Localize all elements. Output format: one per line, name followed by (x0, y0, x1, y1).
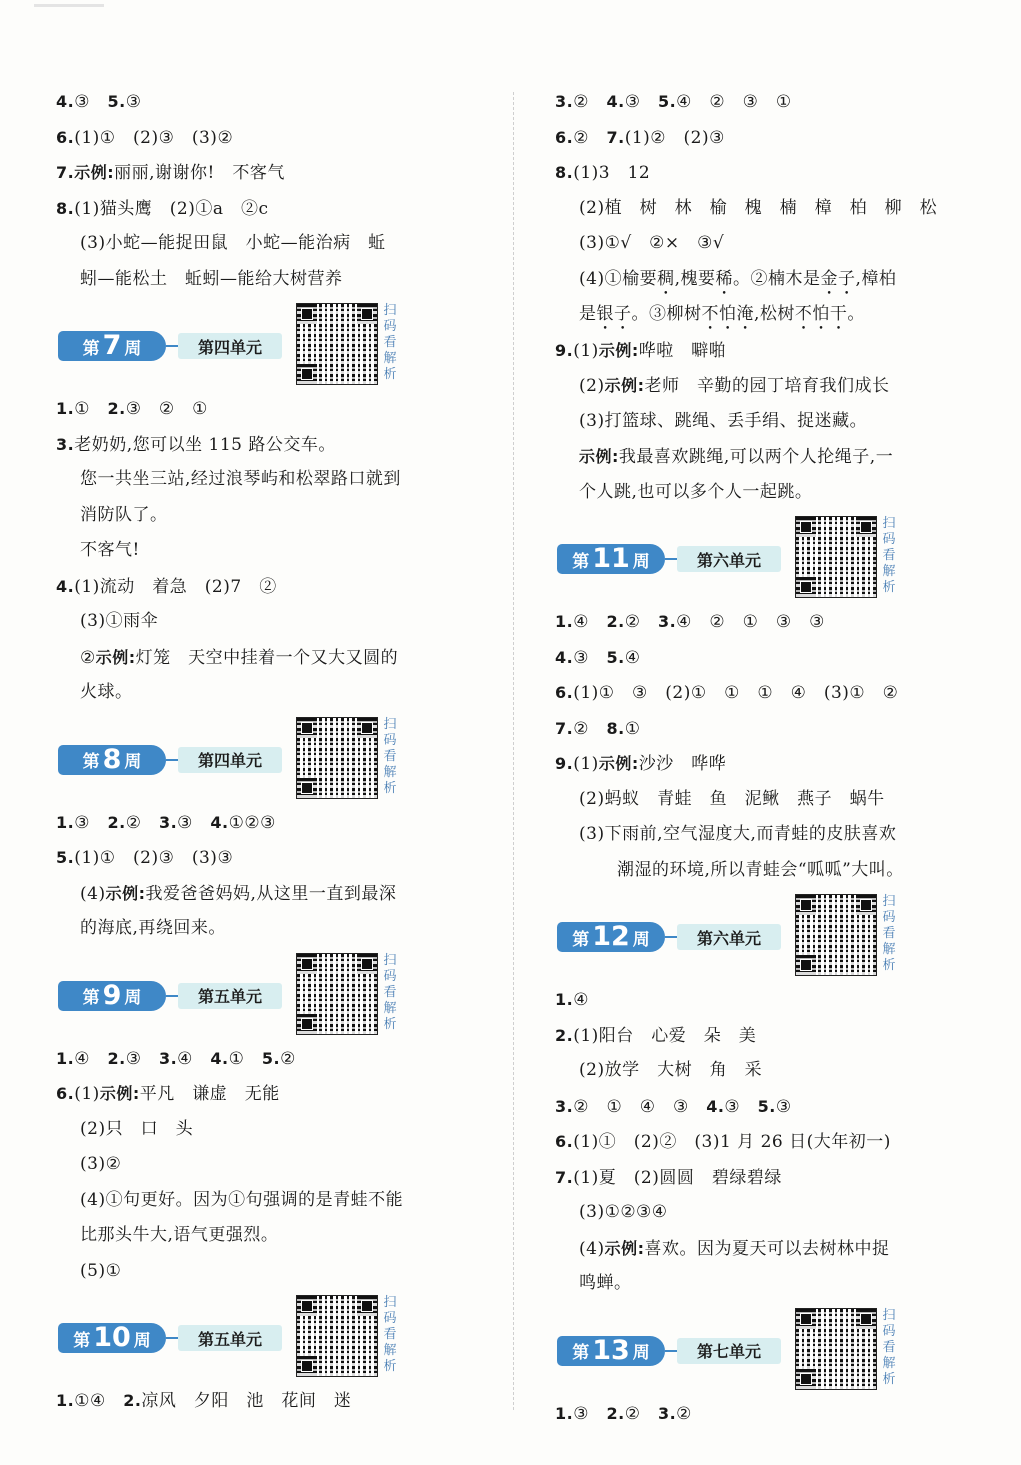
week-header-8 (56, 711, 496, 805)
scan-hint: 扫 码 看 解 析 (882, 516, 896, 595)
week-header-11 (555, 510, 995, 604)
answer-line: 8.(1)猫头鹰 (2)①a ②c (56, 198, 269, 219)
left-column (56, 84, 496, 1419)
unit-label: 第六单元 (677, 924, 781, 950)
answer-line: 2.(1)阳台 心爱 朵 美 (555, 1025, 757, 1046)
answer-line: 鸣蝉。 (579, 1273, 632, 1293)
connector-line (665, 558, 677, 560)
unit-label: 第七单元 (677, 1338, 781, 1364)
week-header-9 (56, 947, 496, 1041)
answer-line: (3)①√ ②× ③√ (579, 233, 725, 253)
answer-line: 火球。 (80, 682, 133, 702)
answer-line: 个人跳,也可以多个人一起跳。 (579, 481, 813, 502)
scan-hint: 扫 码 看 解 析 (383, 303, 397, 382)
answer-line: (3)打篮球、跳绳、丢手绢、捉迷藏。 (579, 410, 868, 431)
unit-label: 第四单元 (178, 333, 282, 359)
week-badge: 第 9 周 (58, 981, 166, 1011)
answer-line: 示例:我最喜欢跳绳,可以两个人抡绳子,一 (579, 447, 894, 467)
answer-line: 6.(1)① (2)② (3)1 月 26 日(大年初一) (555, 1132, 891, 1152)
answer-line: 8.(1)3 12 (555, 163, 651, 183)
answer-line: 7.(1)夏 (2)圆圆 碧绿碧绿 (555, 1167, 782, 1188)
answer-line: 潮湿的环境,所以青蛙会“呱呱”大叫。 (617, 859, 904, 880)
answer-line: 6.(1)① (2)③ (3)② (56, 127, 234, 148)
scan-hint: 扫 码 看 解 析 (383, 1295, 397, 1374)
connector-line (166, 995, 178, 997)
unit-label: 第五单元 (178, 1325, 282, 1351)
connector-line (665, 1350, 677, 1352)
answer-line: 3.② ① ④ ③ 4.③ 5.③ (555, 1096, 792, 1117)
week-header-7 (56, 297, 496, 391)
week-header-12 (555, 888, 995, 982)
week-badge: 第 7 周 (58, 331, 166, 361)
top-mark (34, 4, 104, 7)
right-column (555, 84, 995, 1431)
answer-line: 6.② 7.(1)② (2)③ (555, 127, 725, 148)
answer-line: 6.(1)① ③ (2)① ① ① ④ (3)① ② (555, 683, 899, 703)
answer-line: 6.(1)示例:平凡 谦虚 无能 (56, 1084, 280, 1104)
answer-line: 1.①④ 2.凉风 夕阳 池 花间 迷 (56, 1391, 352, 1411)
qr-code-icon[interactable] (296, 953, 378, 1035)
answer-line: 您一共坐三站,经过浪琴屿和松翠路口就到 (80, 469, 401, 489)
unit-label: 第五单元 (178, 983, 282, 1009)
answer-line: (3)①雨伞 (80, 611, 159, 631)
scan-hint: 扫 码 看 解 析 (383, 952, 397, 1032)
connector-line (166, 345, 178, 347)
answer-line: 1.④ 2.③ 3.④ 4.① 5.② (56, 1048, 296, 1069)
week-header-10 (56, 1289, 496, 1383)
answer-line: 1.③ 2.② 3.③ 4.①②③ (56, 812, 276, 833)
week-header-13 (555, 1302, 995, 1396)
answer-line: 4.(1)流动 着急 (2)7 ② (56, 576, 277, 597)
week-badge: 第 8 周 (58, 745, 166, 775)
scan-hint: 扫 码 看 解 析 (383, 716, 397, 796)
answer-line: (3)下雨前,空气湿度大,而青蛙的皮肤喜欢 (579, 824, 897, 844)
unit-label: 第六单元 (677, 546, 781, 572)
answer-line: 4.③ 5.④ (555, 647, 641, 668)
scan-hint: 扫 码 看 解 析 (882, 1307, 896, 1387)
answer-line: (4)示例:我爱爸爸妈妈,从这里一直到最深 (80, 883, 397, 904)
answer-line: 3.老奶奶,您可以坐 115 路公交车。 (56, 434, 336, 455)
answer-line: (5)① (80, 1260, 122, 1281)
answer-line: (4)①榆要稠,槐要稀。②楠木是金子,樟柏 (579, 268, 897, 289)
week-badge: 第 11 周 (557, 544, 665, 574)
answer-line: 1.④ (555, 990, 589, 1010)
week-badge: 第 12 周 (557, 922, 665, 952)
answer-line: 3.② 4.③ 5.④ ② ③ ① (555, 92, 792, 112)
unit-label: 第四单元 (178, 747, 282, 773)
answer-line: 是银子。③柳树不怕淹,松树不怕干。 (579, 304, 865, 324)
answer-line: 的海底,再绕回来。 (80, 918, 226, 938)
answer-line: (2)植 树 林 榆 槐 楠 樟 柏 柳 松 (579, 197, 938, 218)
qr-code-icon[interactable] (795, 894, 877, 976)
answer-line: (4)①句更好。因为①句强调的是青蛙不能 (80, 1189, 404, 1210)
column-divider (513, 92, 514, 1410)
qr-code-icon[interactable] (296, 1295, 378, 1377)
answer-line: (2)放学 大树 角 采 (579, 1060, 763, 1080)
answer-line: (3)小蛇—能捉田鼠 小蛇—能治病 蚯 (80, 233, 386, 253)
qr-code-icon[interactable] (296, 717, 378, 799)
qr-code-icon[interactable] (795, 516, 877, 598)
answer-line: 1.④ 2.② 3.④ ② ① ③ ③ (555, 612, 825, 632)
answer-line: (2)蚂蚁 青蛙 鱼 泥鳅 燕子 蜗牛 (579, 788, 885, 809)
week-badge: 第 13 周 (557, 1336, 665, 1366)
answer-line: 7.示例:丽丽,谢谢你! 不客气 (56, 163, 285, 183)
qr-code-icon[interactable] (795, 1308, 877, 1390)
scan-hint: 扫 码 看 解 析 (882, 894, 896, 973)
qr-code-icon[interactable] (296, 303, 378, 385)
answer-line: 1.① 2.③ ② ① (56, 399, 208, 419)
answer-line: (3)①②③④ (579, 1202, 668, 1222)
week-badge: 第 10 周 (58, 1323, 166, 1353)
answer-line: (3)② (80, 1154, 122, 1174)
answer-line: 不客气! (80, 540, 140, 560)
answer-line: 9.(1)示例:沙沙 哗哗 (555, 754, 727, 774)
answer-line: 5.(1)① (2)③ (3)③ (56, 848, 234, 868)
answer-line: 比那头牛大,语气更强烈。 (80, 1225, 279, 1245)
answer-line: 蚓—能松土 蚯蚓—能给大树营养 (80, 268, 343, 289)
answer-line: 9.(1)示例:哗啦 噼啪 (555, 340, 727, 361)
connector-line (166, 1337, 178, 1339)
answer-line: (2)只 口 头 (80, 1118, 194, 1139)
answer-line: 7.② 8.① (555, 718, 641, 739)
answer-line: (4)示例:喜欢。因为夏天可以去树林中捉 (579, 1238, 890, 1259)
connector-line (665, 936, 677, 938)
answer-line: 1.③ 2.② 3.② (555, 1403, 692, 1424)
connector-line (166, 759, 178, 761)
answer-line: (2)示例:老师 辛勤的园丁培育我们成长 (579, 376, 890, 396)
answer-line: 消防队了。 (80, 504, 168, 525)
answer-line: 4.③ 5.③ (56, 92, 142, 112)
answer-line: ②示例:灯笼 天空中挂着一个又大又圆的 (80, 647, 399, 668)
